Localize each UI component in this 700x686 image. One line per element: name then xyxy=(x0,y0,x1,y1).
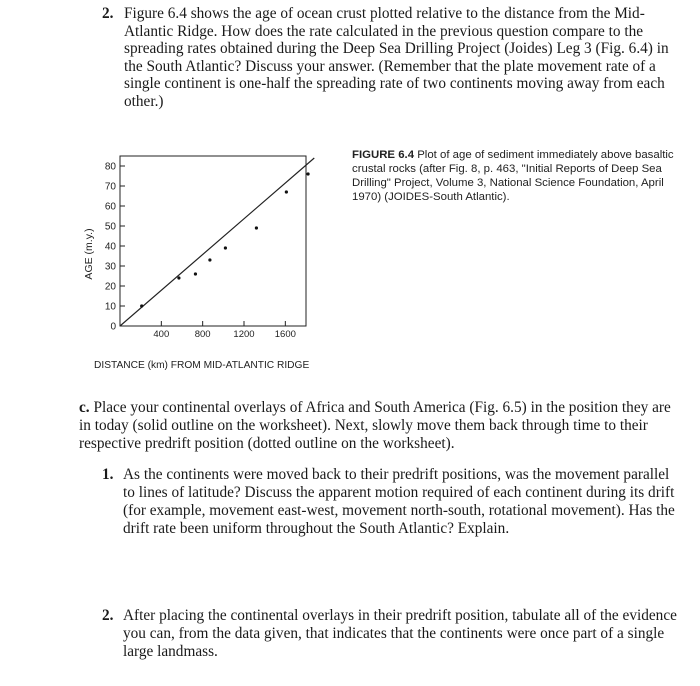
data-point xyxy=(285,190,288,193)
section-c-text: Place your continental overlays of Africa and South America (Fig. 6.5) in the position they are in today (solid outline on the worksheet). Next, slowly move them back through time to their respective predrift position (dotted outline on the worksheet). xyxy=(79,399,671,452)
y-tick-label: 20 xyxy=(104,281,116,293)
x-tick-label: 800 xyxy=(194,329,211,340)
trend-line xyxy=(120,158,314,326)
plot-frame xyxy=(120,156,306,326)
data-point xyxy=(255,226,258,229)
data-point xyxy=(306,172,309,175)
question-2-text: Figure 6.4 shows the age of ocean crust plotted relative to the distance from the Mid-Atlantic Ridge. How does the rate calculated in the previous question compare to the spreading rates obtained during the Deep Sea Drilling Project (Joides) Leg 3 (Fig. 6.4) in the South Atlantic? Discuss your answer. (Remember that the plate movement rate of a single continent is one-half the spreading rate of two continents moving away from each other.) xyxy=(124,5,669,110)
chart-trend xyxy=(120,158,314,326)
y-tick-label: 60 xyxy=(104,201,116,213)
figure-caption-text: Plot of age of sediment immediately above basaltic crustal rocks (after Fig. 8, p. 463, "Initial Reports of Deep Sea Drilling" Project, Volume 3, National Science Foundation, April 1970) (JOIDES-South Atlantic). xyxy=(352,149,674,203)
figure-6-4-chart xyxy=(78,148,340,372)
y-tick-label: 40 xyxy=(104,241,116,253)
y-tick-label: 80 xyxy=(104,161,116,173)
question-c2-number: 2. xyxy=(102,607,114,624)
y-tick-label: 30 xyxy=(104,261,116,273)
figure-caption-label: FIGURE 6.4 xyxy=(352,149,415,161)
data-point xyxy=(140,304,143,307)
chart-x-axis-label: DISTANCE (km) FROM MID-ATLANTIC RIDGE xyxy=(94,360,310,371)
chart-y-axis-label: AGE (m.y.) xyxy=(83,228,95,280)
question-2-number: 2. xyxy=(102,5,114,22)
y-tick-label: 0 xyxy=(110,321,116,333)
question-c2-text: After placing the continental overlays in their predrift position, tabulate all of the evidence you can, from the data given, that indicates that the continents were once part of a single large landmass. xyxy=(123,607,677,660)
data-point xyxy=(208,258,211,261)
chart-axes xyxy=(120,156,306,326)
x-tick-label: 1200 xyxy=(233,329,255,340)
section-c-label: c. xyxy=(79,399,90,416)
y-tick-label: 50 xyxy=(104,221,116,233)
y-tick-label: 10 xyxy=(104,301,116,313)
question-c1-text: As the continents were moved back to their predrift positions, was the movement parallel to lines of latitude? Discuss the apparent motion required of each continent during its drift (for example, movement east-west, movement north-south, rotational movement). Has the drift rate been uniform throughout the South Atlantic? Explain. xyxy=(123,466,675,537)
data-point xyxy=(177,276,180,279)
section-c xyxy=(79,399,679,453)
figure-caption xyxy=(352,148,682,204)
data-point xyxy=(194,272,197,275)
x-tick-label: 1600 xyxy=(274,329,296,340)
question-c1-number: 1. xyxy=(102,466,114,483)
y-tick-label: 70 xyxy=(104,181,116,193)
chart-ticks xyxy=(105,162,296,341)
data-point xyxy=(224,246,227,249)
x-tick-label: 400 xyxy=(153,329,170,340)
